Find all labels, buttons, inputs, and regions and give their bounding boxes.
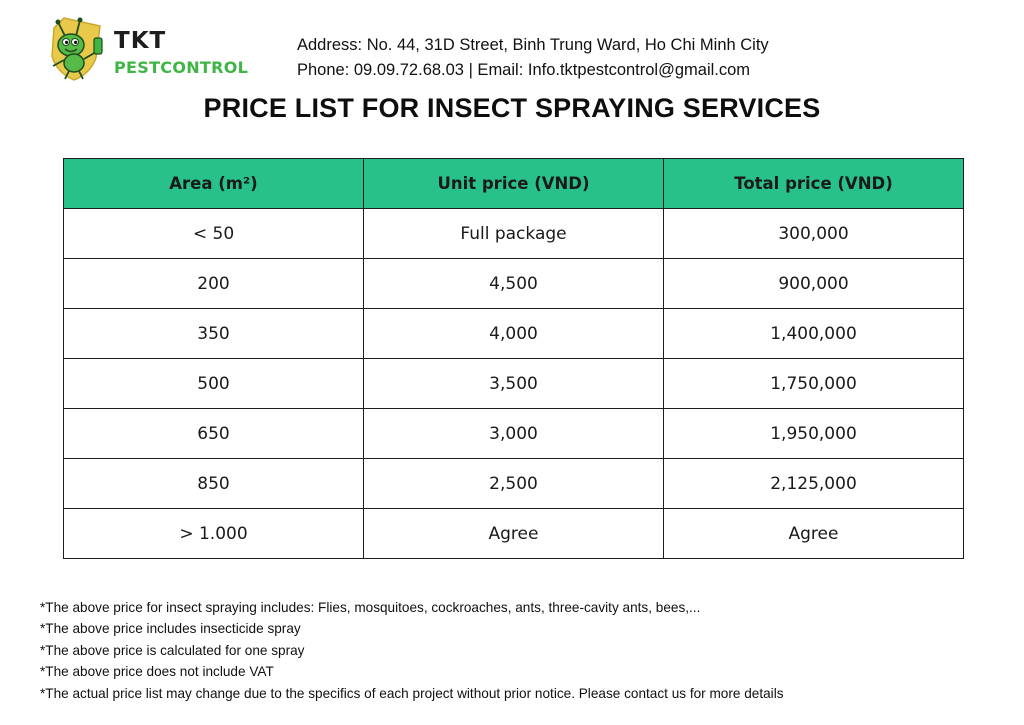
cell-total-price: 1,400,000 <box>664 309 964 359</box>
header-unit-price: Unit price (VND) <box>364 159 664 209</box>
table-row <box>64 409 964 459</box>
brand-logo <box>44 14 249 84</box>
cell-unit-price: 4,000 <box>364 309 664 359</box>
cell-unit-price: 3,500 <box>364 359 664 409</box>
ant-mascot-icon <box>44 14 110 82</box>
cell-area: 500 <box>64 359 364 409</box>
cell-unit-price: Agree <box>364 509 664 559</box>
price-table <box>63 158 964 559</box>
cell-total-price: 1,750,000 <box>664 359 964 409</box>
cell-area: 650 <box>64 409 364 459</box>
cell-area: 200 <box>64 259 364 309</box>
cell-total-price: 300,000 <box>664 209 964 259</box>
cell-total-price: 2,125,000 <box>664 459 964 509</box>
table-row <box>64 209 964 259</box>
cell-unit-price: 3,000 <box>364 409 664 459</box>
cell-area: 850 <box>64 459 364 509</box>
table-row <box>64 509 964 559</box>
footnote: *The above price for insect spraying includes: Flies, mosquitoes, cockroaches, ants, three-cavity ants, bees,... <box>40 600 701 615</box>
cell-area: > 1.000 <box>64 509 364 559</box>
header-total-price: Total price (VND) <box>664 159 964 209</box>
brand-name-bottom: PESTCONTROL <box>114 58 249 77</box>
cell-area: 350 <box>64 309 364 359</box>
footnote: *The above price does not include VAT <box>40 664 274 680</box>
cell-total-price: 1,950,000 <box>664 409 964 459</box>
address-line: Address: No. 44, 31D Street, Binh Trung Ward, Ho Chi Minh City <box>297 36 769 54</box>
cell-area: < 50 <box>64 209 364 259</box>
footnote: *The above price is calculated for one spray <box>40 642 305 658</box>
cell-unit-price: 2,500 <box>364 459 664 509</box>
table-row <box>64 309 964 359</box>
cell-unit-price: Full package <box>364 209 664 259</box>
cell-total-price: 900,000 <box>664 259 964 309</box>
table-row <box>64 259 964 309</box>
cell-unit-price: 4,500 <box>364 259 664 309</box>
cell-total-price: Agree <box>664 509 964 559</box>
footnotes <box>40 598 784 705</box>
footnote: *The above price includes insecticide spray <box>40 621 301 637</box>
footnote: *The actual price list may change due to the specifics of each project without prior notice. Please contact us for more details <box>40 685 784 701</box>
table-row <box>64 459 964 509</box>
table-header-row <box>64 159 964 209</box>
page-title: PRICE LIST FOR INSECT SPRAYING SERVICES <box>203 93 821 123</box>
phone-email-line: Phone: 09.09.72.68.03 | Email: Info.tktpestcontrol@gmail.com <box>297 61 751 79</box>
contact-info <box>297 34 769 84</box>
table-row <box>64 359 964 409</box>
header-area: Area (m²) <box>64 159 364 209</box>
brand-name-top: TKT <box>114 28 167 54</box>
